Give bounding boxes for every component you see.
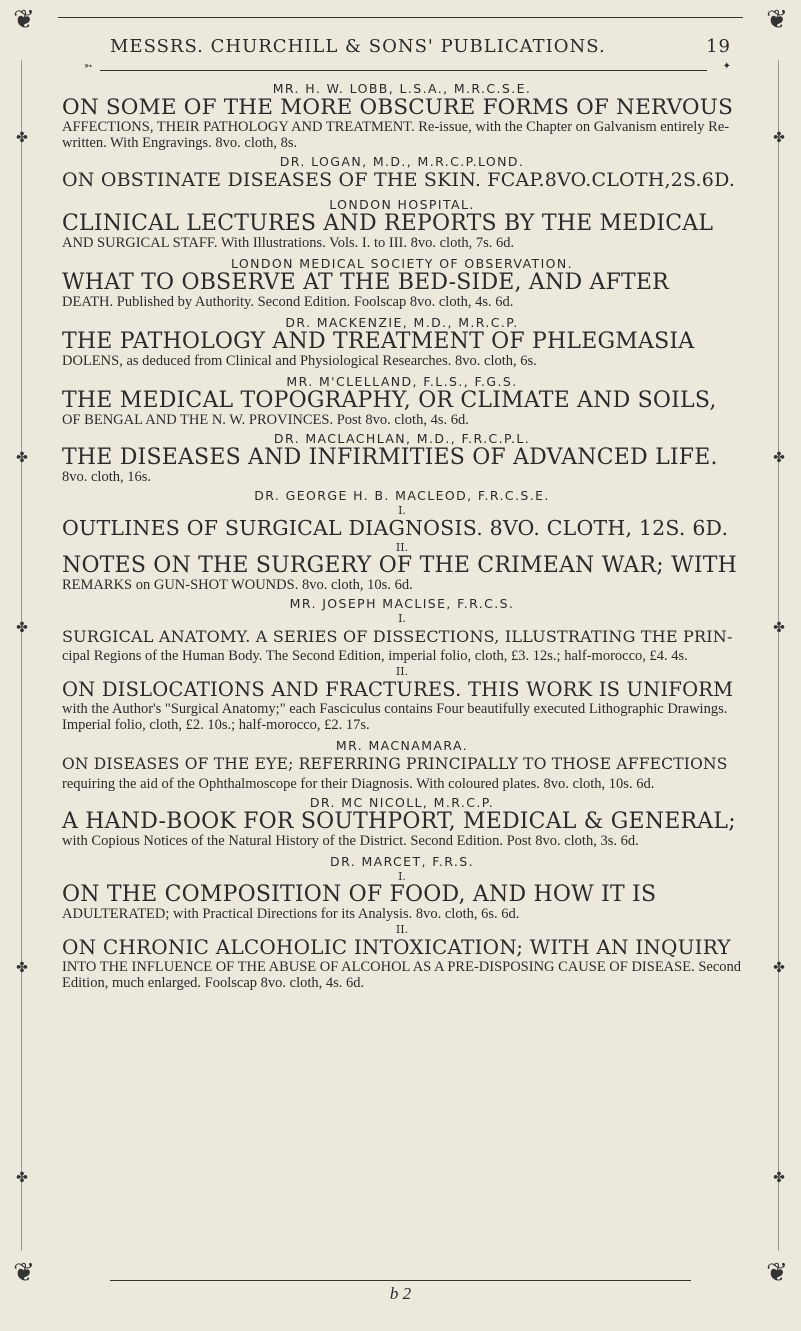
entry-title: ON THE COMPOSITION OF FOOD, AND HOW IT IS: [62, 882, 657, 907]
entry-author: LONDON MEDICAL SOCIETY OF OBSERVATION.: [230, 256, 574, 271]
top-ornament: [18, 10, 783, 24]
entry-title: NOTES ON THE SURGERY OF THE CRIMEAN WAR; WITH: [62, 553, 738, 578]
catalogue-entry: [62, 155, 742, 192]
entry-author: DR. LOGAN, M.D., M.R.C.P.LOND.: [279, 154, 525, 169]
entry-description: with the Author's "Surgical Anatomy;" each Fasciculus contains Four beautifully executed Lithographic Drawings. Imperial folio, cloth, £2. 10s.; half-morocco, £2. 17s.: [62, 701, 728, 733]
entry-title: ON OBSTINATE DISEASES OF THE SKIN. FCAP.8VO.CLOTH,2S.6D.: [62, 169, 736, 191]
right-border-ornament: ✤ ✤ ✤ ✤ ✤: [771, 60, 787, 1251]
catalogue-entry: [62, 666, 742, 733]
entry-title: CLINICAL LECTURES AND REPORTS BY THE MEDICAL: [62, 211, 714, 236]
catalogue-entry: [62, 82, 742, 151]
catalogue-entry: [62, 855, 742, 922]
catalogue-entry: [62, 257, 742, 310]
entry-author: DR. MACLACHLAN, M.D., F.R.C.P.L.: [273, 431, 531, 446]
entry-title: ON DISEASES OF THE EYE; REFERRING PRINCIPALLY TO THOSE AFFECTIONS: [62, 755, 728, 773]
catalogue-entry: [62, 316, 742, 369]
entry-description: DOLENS, as deduced from Clinical and Physiological Researches. 8vo. cloth, 6s.: [62, 353, 537, 369]
page-number: 19: [706, 36, 731, 57]
catalogue-list: [62, 78, 742, 991]
corner-flourish-icon: ❦: [13, 1258, 35, 1288]
entry-description: cipal Regions of the Human Body. The Second Edition, imperial folio, cloth, £3. 12s.; half-morocco, £4. 4s.: [62, 648, 688, 664]
catalogue-entry: [62, 924, 742, 991]
entry-description: with Copious Notices of the Natural History of the District. Second Edition. Post 8vo. cloth, 3s. 6d.: [62, 833, 639, 849]
entry-description: REMARKS on GUN-SHOT WOUNDS. 8vo. cloth, 10s. 6d.: [62, 577, 413, 593]
entry-description: requiring the aid of the Ophthalmoscope for their Diagnosis. With coloured plates. 8vo. cloth, 10s. 6d.: [62, 776, 655, 792]
catalogue-entry: [62, 489, 742, 540]
entry-volume-number: I.: [398, 504, 406, 517]
entry-author: DR. MARCET, F.R.S.: [330, 854, 474, 869]
entry-title: ON DISLOCATIONS AND FRACTURES. THIS WORK IS UNIFORM: [62, 678, 734, 701]
entry-description: AFFECTIONS, THEIR PATHOLOGY AND TREATMENT. Re-issue, with the Chapter on Galvanism entirely Re-written. With Engravings. 8vo. cloth, 8s.: [62, 119, 730, 151]
entry-title: A HAND-BOOK FOR SOUTHPORT, MEDICAL & GENERAL;: [62, 809, 736, 834]
entry-description: 8vo. cloth, 16s.: [62, 469, 152, 485]
entry-title: ON SOME OF THE MORE OBSCURE FORMS OF NERVOUS: [62, 95, 734, 120]
catalogue-entry: [62, 796, 742, 849]
entry-author: DR. MC NICOLL, M.R.C.P.: [309, 795, 495, 810]
catalogue-entry: [62, 542, 742, 593]
entry-author: DR. GEORGE H. B. MACLEOD, F.R.C.S.E.: [254, 488, 550, 503]
entry-title: OUTLINES OF SURGICAL DIAGNOSIS. 8VO. CLOTH, 12S. 6D.: [62, 516, 729, 540]
catalogue-entry: [62, 198, 742, 251]
catalogue-entry: [62, 432, 742, 485]
entry-title: ON CHRONIC ALCOHOLIC INTOXICATION; WITH AN INQUIRY: [62, 935, 731, 959]
entry-title: THE DISEASES AND INFIRMITIES OF ADVANCED LIFE.: [62, 445, 718, 470]
left-border-ornament: ✤ ✤ ✤ ✤ ✤: [14, 60, 30, 1251]
entry-title: WHAT TO OBSERVE AT THE BED-SIDE, AND AFTER: [62, 270, 669, 295]
catalogue-entry: [62, 739, 742, 792]
entry-description: AND SURGICAL STAFF. With Illustrations. Vols. I. to III. 8vo. cloth, 7s. 6d.: [62, 235, 515, 251]
corner-flourish-icon: ❦: [13, 5, 35, 35]
corner-flourish-icon: ❦: [766, 1258, 788, 1288]
entry-description: DEATH. Published by Authority. Second Edition. Foolscap 8vo. cloth, 4s. 6d.: [62, 294, 514, 310]
entry-volume-number: II.: [395, 541, 409, 554]
entry-author: MR. JOSEPH MACLISE, F.R.C.S.: [289, 596, 515, 611]
entry-author: MR. M'CLELLAND, F.L.S., F.G.S.: [286, 374, 518, 389]
entry-title: THE MEDICAL TOPOGRAPHY, OR CLIMATE AND SOILS,: [62, 388, 717, 413]
running-head: [80, 36, 741, 62]
entry-volume-number: II.: [395, 923, 409, 936]
head-ornament: ➳ ✦: [84, 61, 731, 72]
corner-flourish-icon: ❦: [766, 5, 788, 35]
entry-description: INTO THE INFLUENCE OF THE ABUSE OF ALCOHOL AS A PRE-DISPOSING CAUSE OF DISEASE. Second Edition, much enlarged. Foolscap 8vo. cloth, 4s. 6d.: [62, 959, 742, 991]
footer: [0, 1270, 801, 1303]
entry-title: SURGICAL ANATOMY. A SERIES OF DISSECTIONS, ILLUSTRATING THE PRIN-: [62, 627, 733, 646]
signature-mark: b 2: [389, 1284, 412, 1303]
entry-volume-number: I.: [398, 870, 406, 883]
running-head-title: MESSRS. CHURCHILL & SONS' PUBLICATIONS.: [110, 36, 606, 57]
entry-author: MR. MACNAMARA.: [335, 738, 469, 753]
entry-volume-number: II.: [395, 665, 409, 678]
entry-description: ADULTERATED; with Practical Directions for its Analysis. 8vo. cloth, 6s. 6d.: [62, 906, 520, 922]
entry-author: DR. MACKENZIE, M.D., M.R.C.P.: [285, 315, 519, 330]
entry-author: MR. H. W. LOBB, L.S.A., M.R.C.S.E.: [272, 81, 532, 96]
entry-volume-number: I.: [398, 612, 406, 625]
entry-title: THE PATHOLOGY AND TREATMENT OF PHLEGMASIA: [62, 329, 695, 354]
catalogue-entry: [62, 375, 742, 428]
entry-author: LONDON HOSPITAL.: [329, 197, 475, 212]
entry-description: OF BENGAL AND THE N. W. PROVINCES. Post 8vo. cloth, 4s. 6d.: [62, 412, 469, 428]
catalogue-entry: [62, 597, 742, 664]
